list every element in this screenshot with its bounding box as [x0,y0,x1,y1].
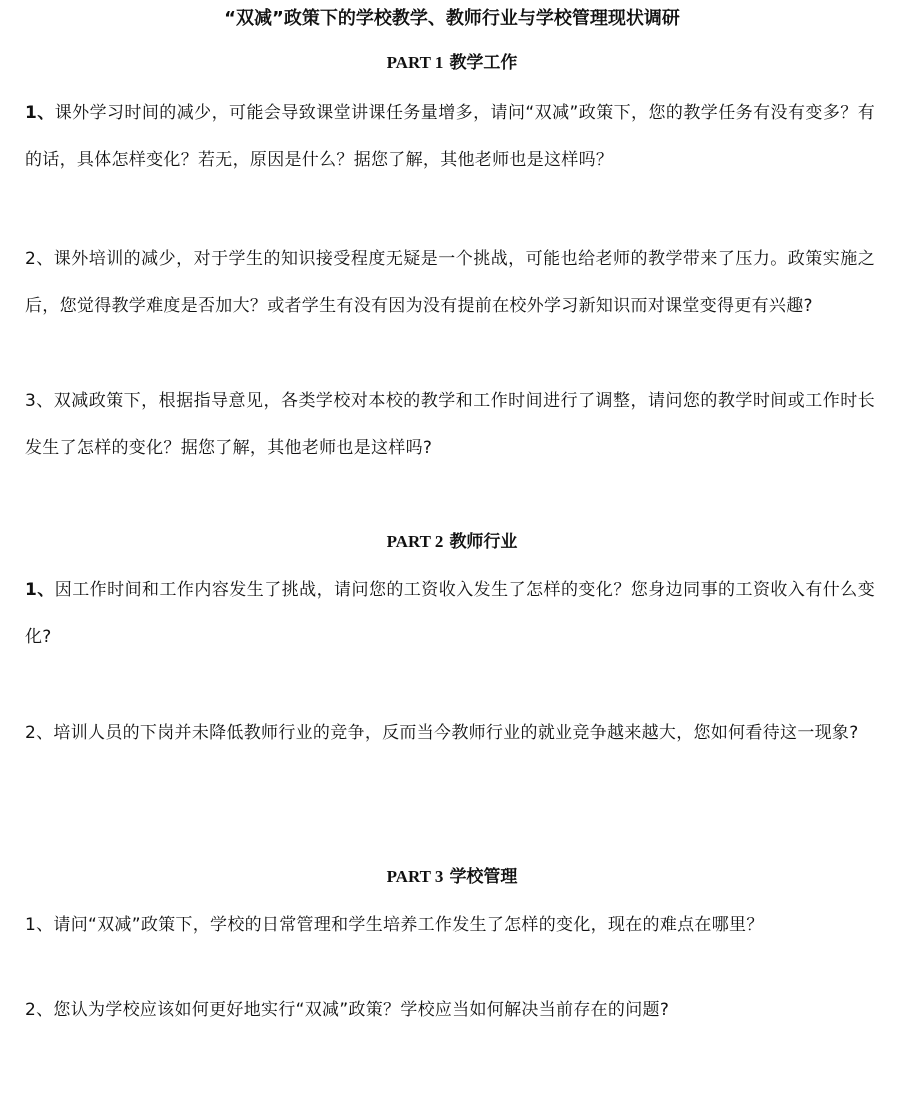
question-text: 课外学习时间的减少，可能会导致课堂讲课任务量增多，请问“双减”政策下，您的教学任务有没有变多？有的话，具体怎样变化？若无，原因是什么？据您了解，其他老师也是这样吗？ [25,103,875,170]
question-text: 双减政策下，根据指导意见，各类学校对本校的教学和工作时间进行了调整，请问您的教学时间或工作时长发生了怎样的变化？据您了解，其他老师也是这样吗? [25,391,875,458]
part-1-question-3 [25,378,875,472]
question-number: 3、 [25,391,54,411]
part-2-heading [0,530,904,554]
question-number: 2、 [25,1000,54,1020]
part-3-label: PART 3 [386,867,444,886]
question-text: 培训人员的下岗并未降低教师行业的竞争，反而当今教师行业的就业竞争越来越大，您如何看待这一现象? [53,723,859,743]
question-text: 请问“双减”政策下，学校的日常管理和学生培养工作发生了怎样的变化，现在的难点在哪里？ [53,915,764,935]
part-3-question-2 [25,990,875,1030]
question-text: 您认为学校应该如何更好地实行“双减”政策？学校应当如何解决当前存在的问题? [53,1000,670,1020]
part-3-name: 学校管理 [449,867,518,887]
part-2-name: 教师行业 [449,532,518,552]
part-1-heading [0,51,904,75]
part-1-question-2 [25,236,875,330]
part-2-question-2 [25,710,875,757]
question-number: 2、 [25,249,54,269]
document-title: “双减”政策下的学校教学、教师行业与学校管理现状调研 [224,8,680,29]
part-1-question-1 [25,90,875,184]
question-number: 1、 [25,580,55,600]
question-number: 2、 [25,723,54,743]
question-text: 课外培训的减少，对于学生的知识接受程度无疑是一个挑战，可能也给老师的教学带来了压力。政策实施之后，您觉得教学难度是否加大？或者学生有没有因为没有提前在校外学习新知识而对课堂变得更有兴趣? [25,249,875,316]
part-3-heading [0,865,904,889]
part-3-question-1 [25,902,875,949]
question-number: 1、 [25,103,55,123]
part-1-name: 教学工作 [449,53,518,73]
part-2-question-1 [25,567,875,661]
part-1-label: PART 1 [386,53,444,72]
question-number: 1、 [25,915,54,935]
part-2-label: PART 2 [386,532,444,551]
question-text: 因工作时间和工作内容发生了挑战，请问您的工资收入发生了怎样的变化？您身边同事的工资收入有什么变化? [25,580,875,647]
